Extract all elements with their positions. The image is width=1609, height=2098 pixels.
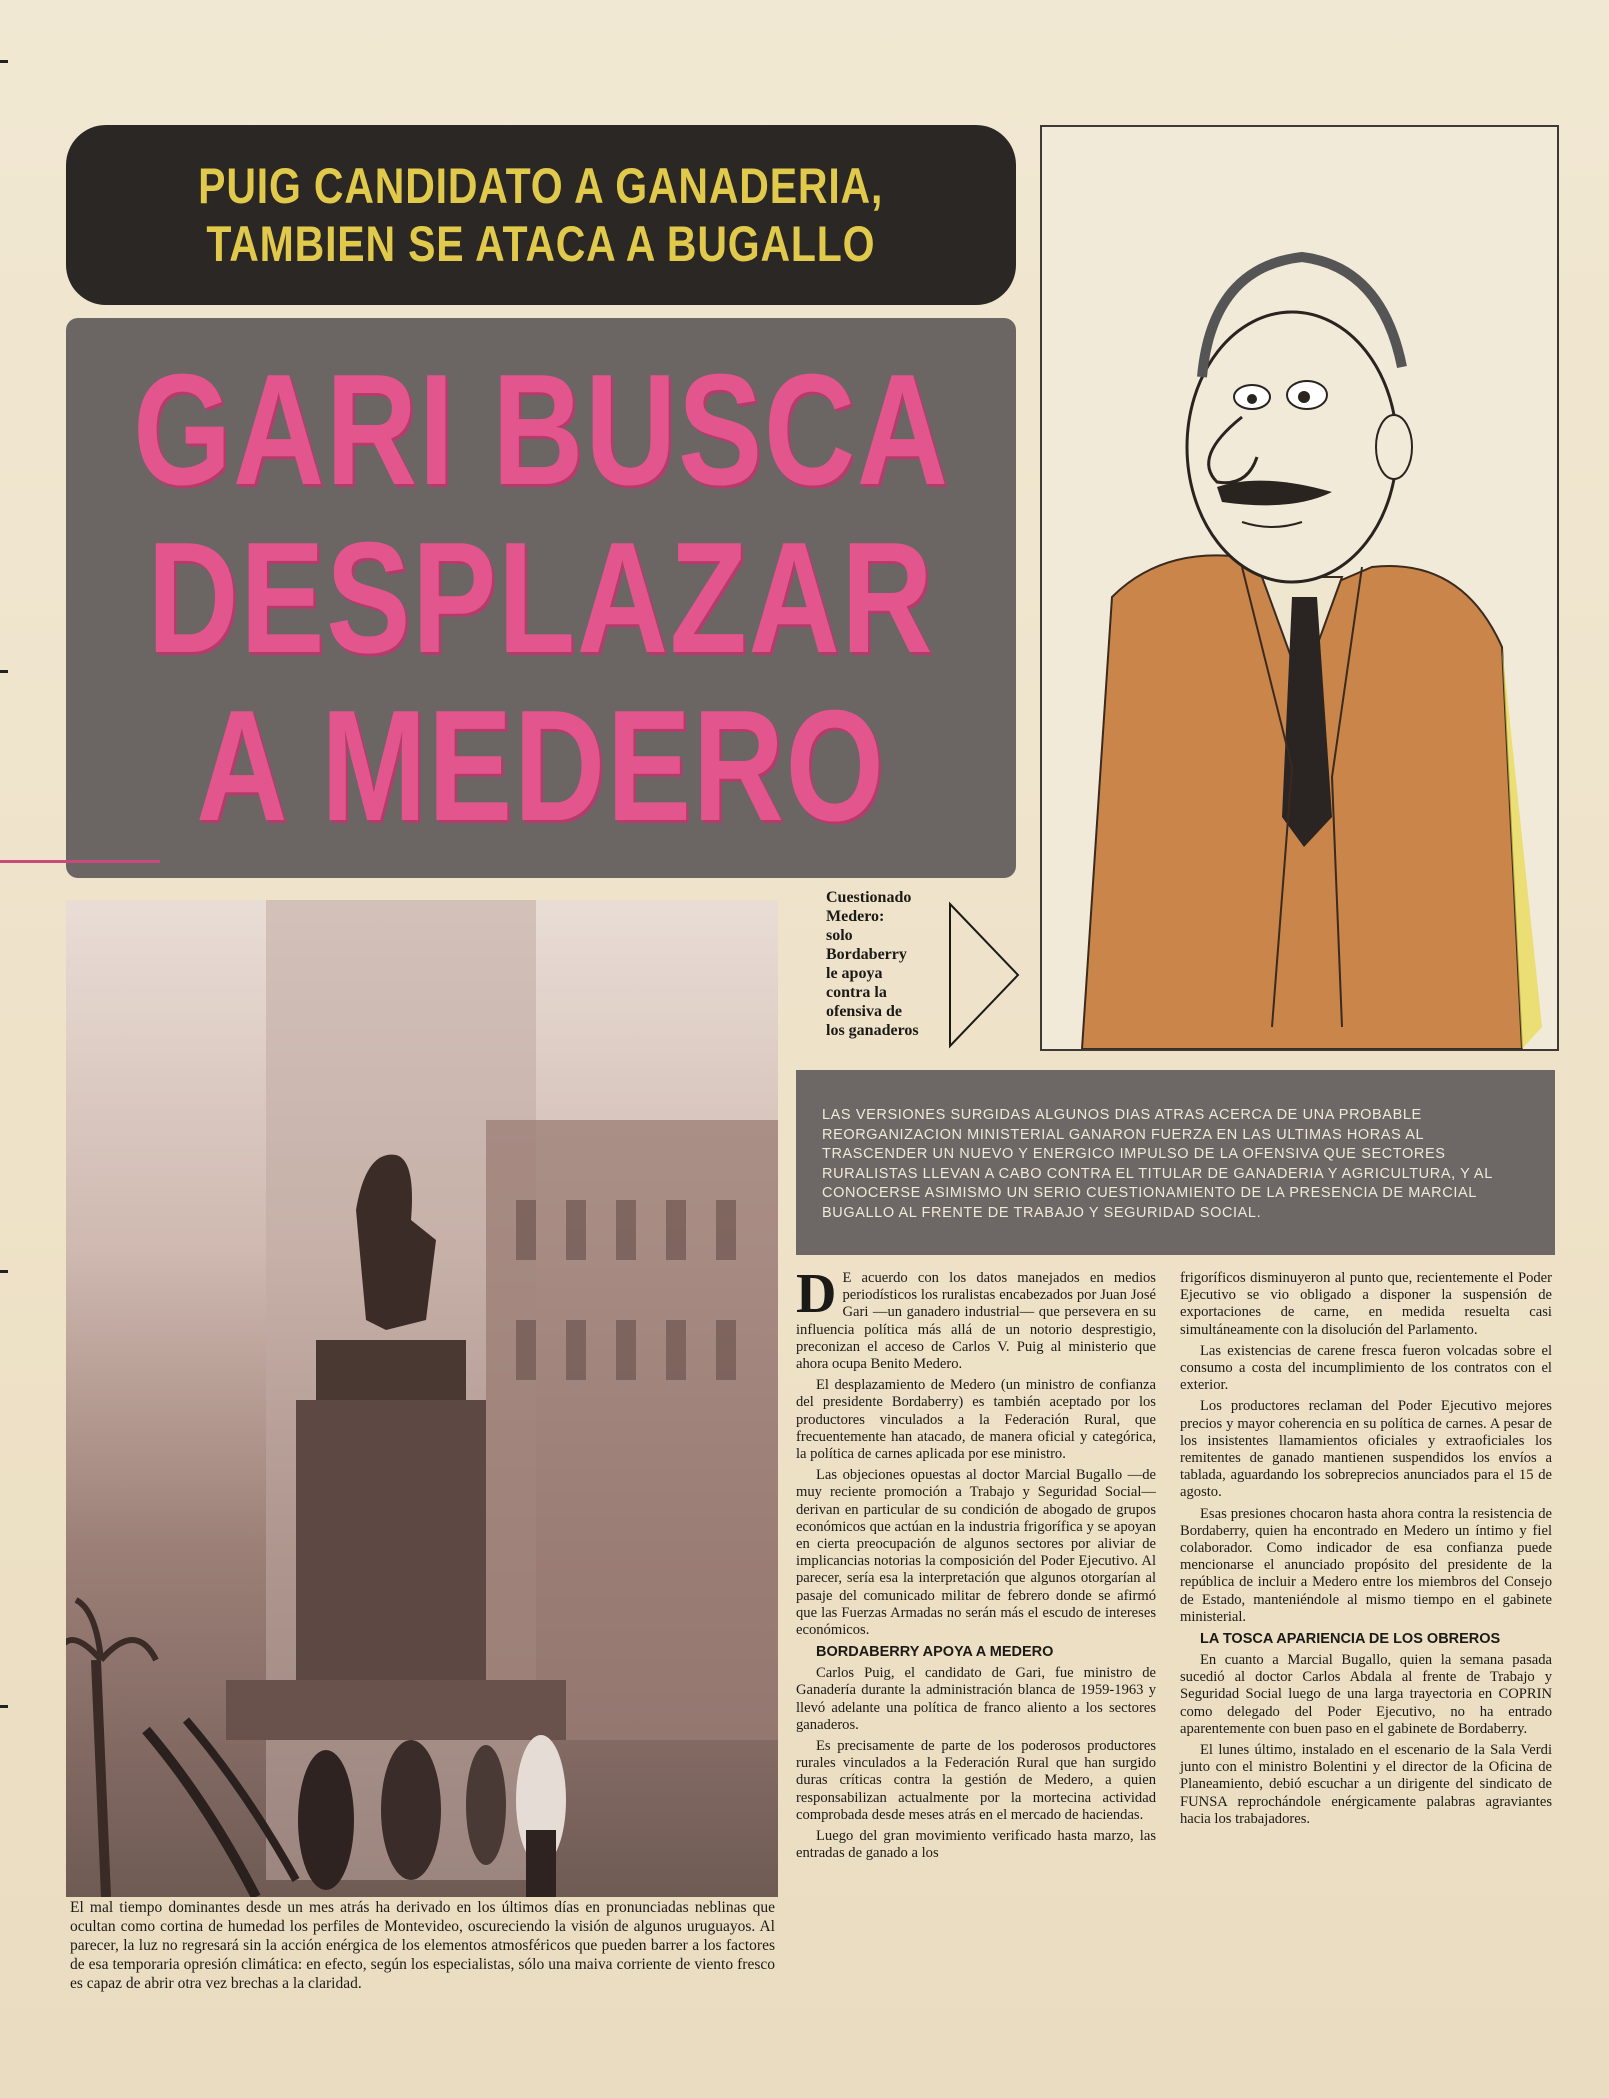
caption-line: contra la [826, 984, 887, 1001]
caption-line: solo [826, 927, 853, 944]
main-headline [66, 318, 1016, 878]
subheading: LA TOSCA APARIENCIA DE LOS OBREROS [1200, 1631, 1501, 1648]
kicker-banner [66, 125, 1016, 305]
kicker-line-1: PUIG CANDIDATO A GANADERIA, [198, 158, 884, 214]
monument-photo [66, 900, 778, 1897]
caricature-illustration [1040, 125, 1559, 1051]
paragraph: Carlos Puig, el candidato de Gari, fue ministro de Ganadería durante la administración blanca de 1959-1963 y llevó adelante una política de franco aliento a los sectores ganaderos. [796, 1665, 1156, 1733]
caption-line: ofensiva de [826, 1003, 902, 1020]
edge-mark [0, 1705, 8, 1708]
paragraph: En cuanto a Marcial Bugallo, quien la semana pasada sucedió al doctor Carlos Abdala al frente de Trabajo y Seguridad Social luego de una larga trayectoria en COPRIN como delegado del Poder Ejecutivo, no ha entrado aparentemente con buen paso en el gabinete de Bordaberry. [1180, 1652, 1552, 1737]
article-column-2 [1180, 1270, 1552, 1832]
paragraph: Las existencias de carene fresca fueron volcadas sobre el consumo a costa del incumplimiento de los contratos con el exterior. [1180, 1342, 1552, 1394]
paragraph-text: E acuerdo con los datos manejados en medios periodísticos los ruralistas encabezados por Juan José Gari —un ganadero industrial— que persevera en su influencia política más allá de un notorio desprestigio, preconizan el acceso de Carlos V. Puig al ministerio que ahora ocupa Benito Medero. [796, 1270, 1156, 1373]
caption-line: le apoya [826, 965, 883, 982]
paragraph [796, 1263, 1156, 1373]
kicker-line-2: TAMBIEN SE ATACA A BUGALLO [206, 216, 876, 272]
subheading: BORDABERRY APOYA A MEDERO [816, 1644, 1054, 1661]
headline-line-1: GARI BUSCA [132, 342, 950, 518]
article-column-1 [796, 1263, 1156, 1867]
edge-mark [0, 1270, 8, 1273]
headline-line-3: A MEDERO [196, 678, 886, 854]
caption-line: Cuestionado [826, 889, 912, 906]
caption-line: Medero: [826, 908, 885, 925]
photo-caption: El mal tiempo dominantes desde un mes atrás ha derivado en los últimos días en pronunciadas neblinas que ocultan como cortina de humedad los perfiles de Montevideo, oscureciendo la visión de algunos uruguayos. Al parecer, la luz no regresará sin la acción enérgica de los elementos atmosféricos que pueden barrer a los factores de esa temporaria opresión climática: en efecto, según los especialistas, sólo una maiva corriente de viento fresco es capaz de abrir otra vez brechas a la claridad. [70, 1899, 775, 1992]
paragraph: Los productores reclaman del Poder Ejecutivo mejores precios y mayor coherencia en su política de carnes. A pesar de los insistentes llamamientos oficiales y extraoficiales los remitentes de ganado mantienen suspendidos los envíos a tablada, aguardando los sobreprecios anunciados para el 15 de agosto. [1180, 1398, 1552, 1501]
caption-arrow-icon [946, 900, 1026, 1050]
headline-line-2: DESPLAZAR [147, 510, 935, 686]
paragraph: El desplazamiento de Medero (un ministro de confianza del presidente Bordaberry) es también aceptado por los productores vinculados a la Federación Rural, que frecuentemente han atacado, de manera oficial y categórica, la política de carnes aplicada por ese ministro. [796, 1377, 1156, 1463]
paragraph: Las objeciones opuestas al doctor Marcial Bugallo —de muy reciente promoción a Trabajo y Seguridad Social— derivan en particular de su condición de abogado de grupos económicos que actúan en la industria frigorífica y se apoyan en cierta preocupación de algunos sectores por aliviar de implicancias notorias la composición del Poder Ejecutivo. Al parecer, sería esa la interpretación que algunos otorgarían al pasaje del comunicado militar de febrero donde se afirmó que las Fuerzas Armadas no serán más el escudo de intereses económicos. [796, 1467, 1156, 1639]
paragraph: Luego del gran movimiento verificado hasta marzo, las entradas de ganado a los [796, 1828, 1156, 1862]
lead-paragraph: LAS VERSIONES SURGIDAS ALGUNOS DIAS ATRAS ACERCA DE UNA PROBABLE REORGANIZACION MINISTERIAL GANARON FUERZA EN LAS ULTIMAS HORAS AL TRASCENDER UN NUEVO Y ENERGICO IMPULSO DE LA OFENSIVA QUE SECTORES RURALISTAS LLEVAN A CABO CONTRA EL TITULAR DE GANADERIA Y AGRICULTURA, Y AL CONOCERSE ASIMISMO UN SERIO CUESTIONAMIENTO DE LA PRESENCIA DE MARCIAL BUGALLO AL FRENTE DE TRABAJO Y SEGURIDAD SOCIAL. [796, 1070, 1555, 1255]
caption-line: los ganaderos [826, 1022, 919, 1039]
edge-mark [0, 60, 8, 63]
paragraph: El lunes último, instalado en el escenario de la Sala Verdi junto con el ministro Bolentini y el director de la Oficina de Planeamiento, debió escuchar a un dirigente del sindicato de FUNSA reprochándole enérgicamente palabras agraviantes hacia los trabajadores. [1180, 1742, 1552, 1827]
caricature-caption [826, 888, 946, 1040]
paragraph: frigoríficos disminuyeron al punto que, recientemente el Poder Ejecutivo se vio obligado a disponer la suspensión de exportaciones de carne, en medida resuelta casi simultáneamente con la disolución del Parlamento. [1180, 1270, 1552, 1338]
caption-line: Bordaberry [826, 946, 907, 963]
edge-mark [0, 670, 8, 673]
paragraph: Es precisamente de parte de los poderosos productores rurales vinculados a la Federación Rural que han surgido duras críticas contra la gestión de Medero, a quien responsabilizan actualmente por la mortecina actividad comprobada desde meses atrás en el mercado de haciendas. [796, 1738, 1156, 1823]
pink-rule [0, 860, 160, 863]
dropcap: D [796, 1263, 837, 1325]
paragraph: Esas presiones chocaron hasta ahora contra la resistencia de Bordaberry, quien ha encontrado en Medero un íntimo y fiel colaborador. Como indicador de esa confianza puede mencionarse el anunciado propósito del presidente de la república de incluir a Medero entre los miembros del Consejo de Estado, manteniéndole al mismo tiempo en el gabinete ministerial. [1180, 1505, 1552, 1625]
